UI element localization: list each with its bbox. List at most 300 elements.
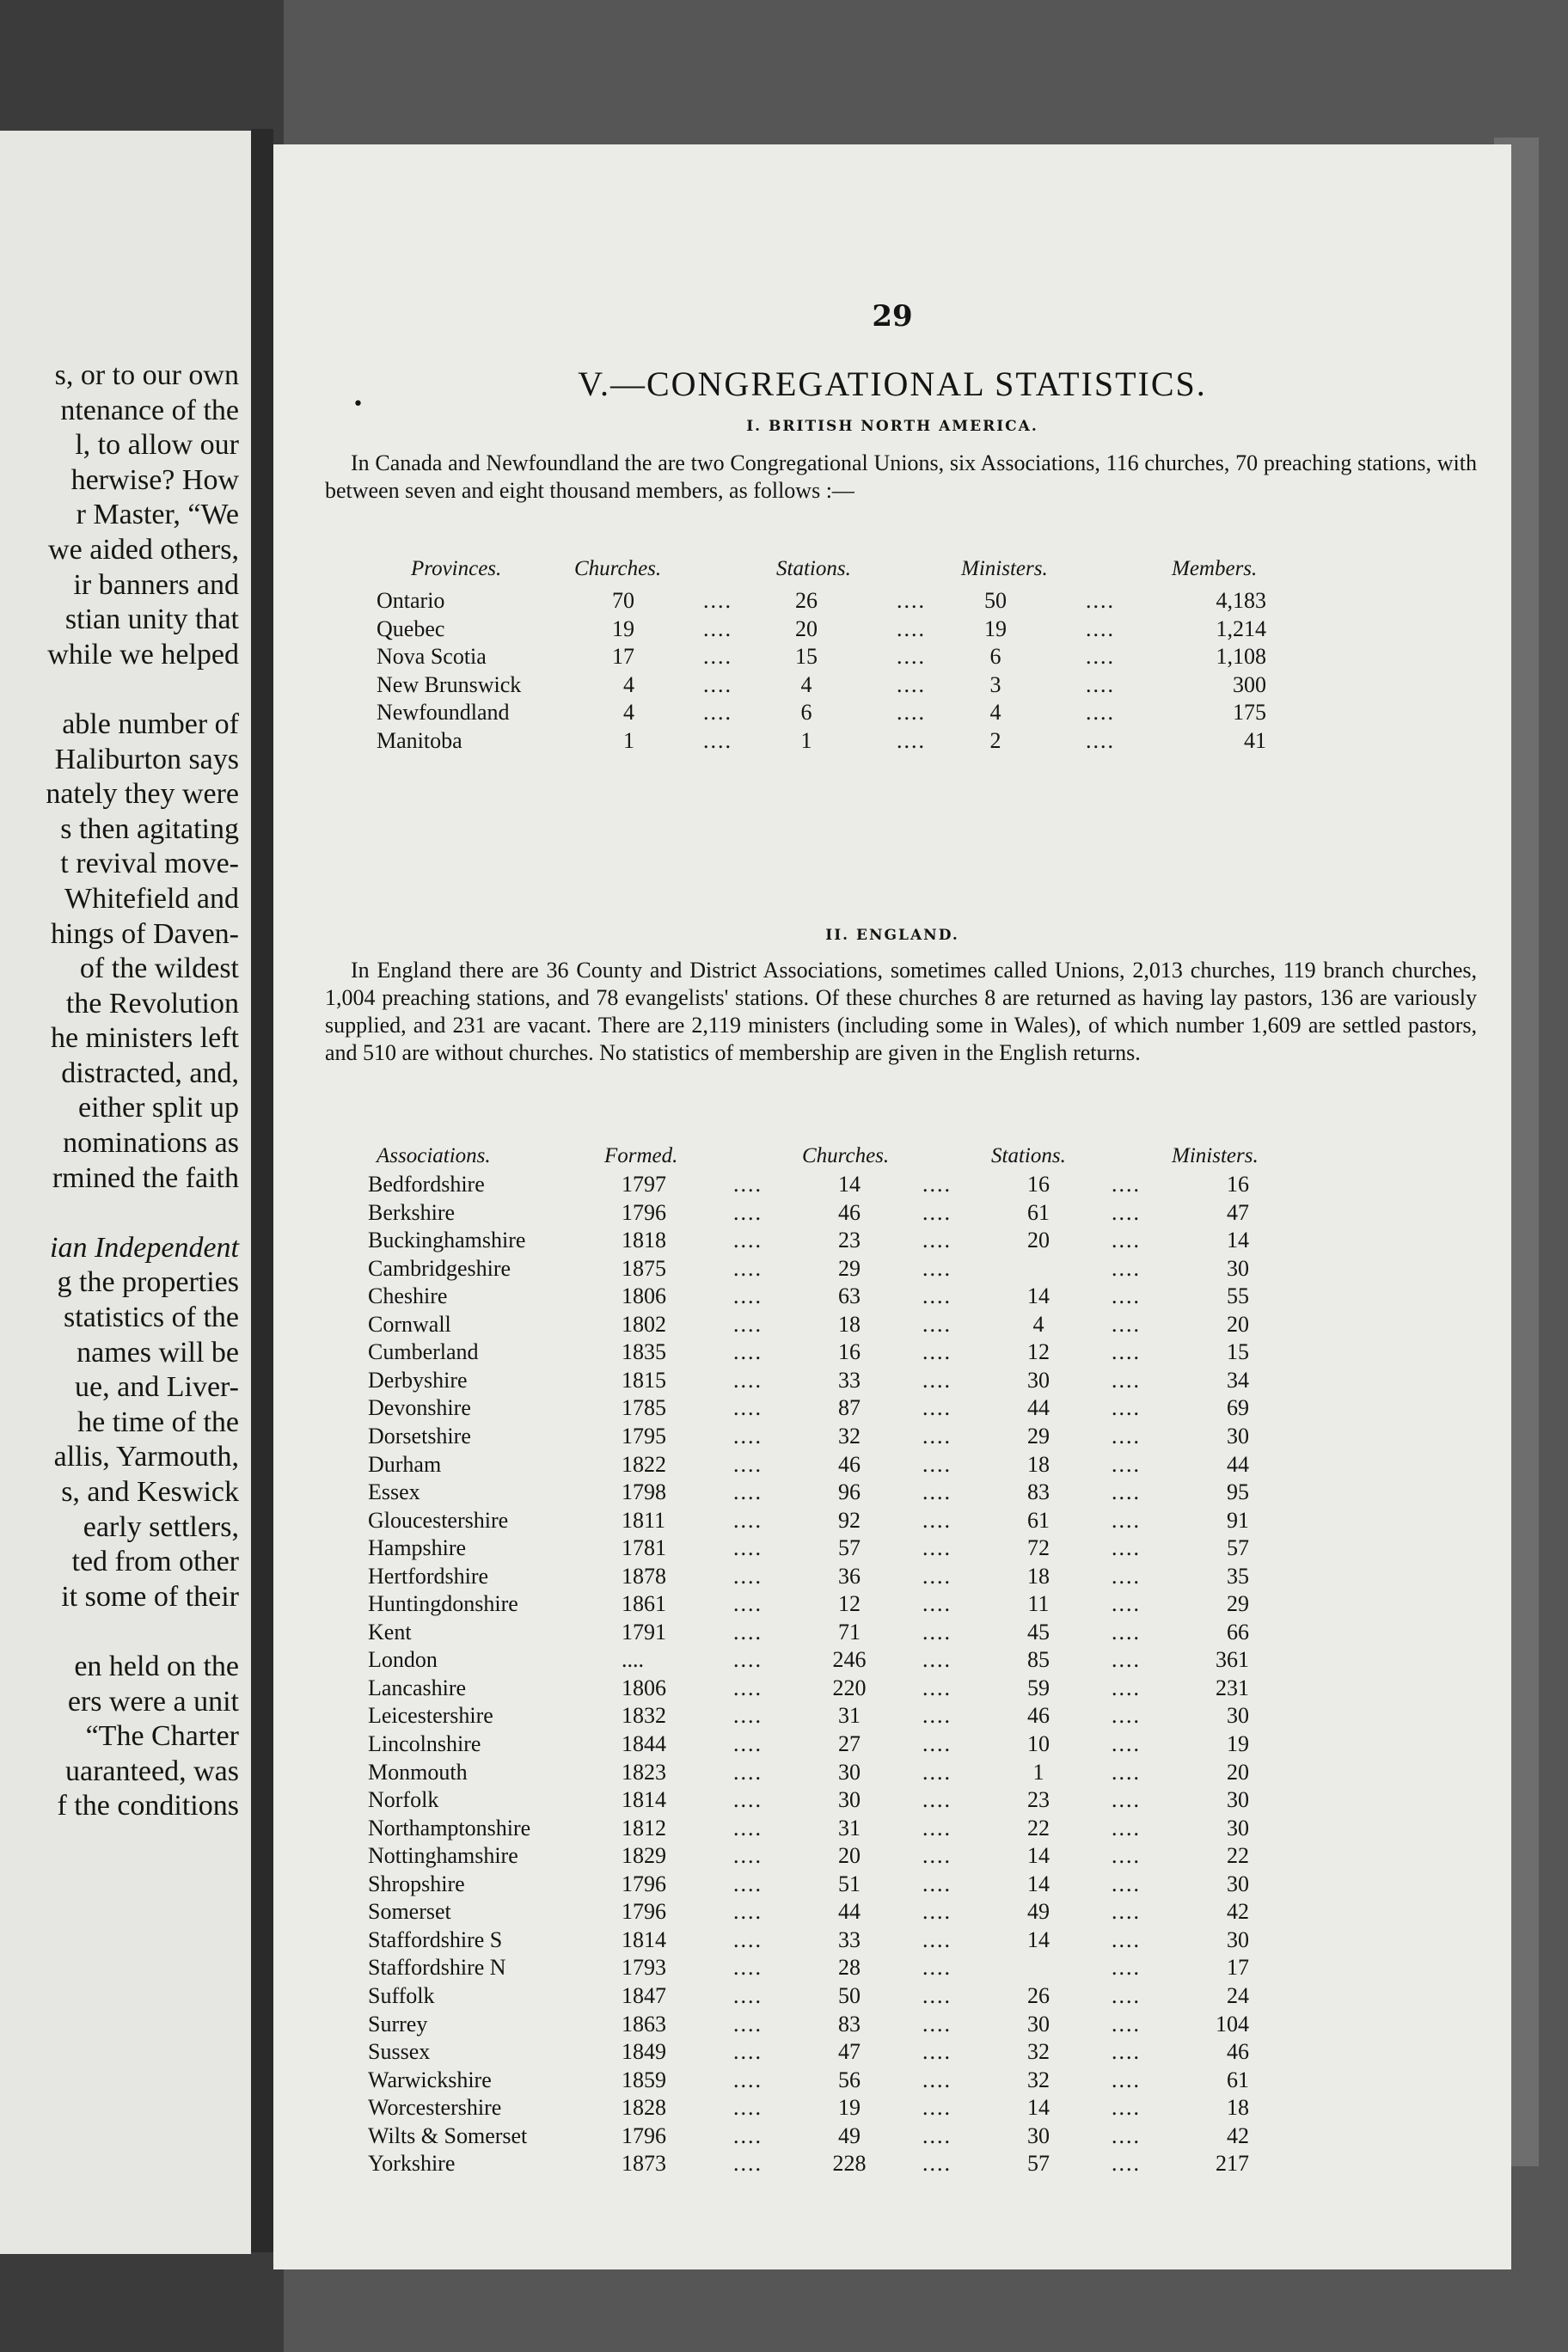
- association-row: [273, 1535, 1511, 1564]
- association-name: Warwickshire: [368, 2067, 492, 2092]
- left-text-line: the Revolution: [65, 987, 239, 1020]
- association-name: Cumberland: [368, 1339, 479, 1365]
- province-ministers: 6: [989, 644, 1001, 669]
- associations-header: Stations.: [991, 1144, 1066, 1167]
- association-ministers: 66: [1227, 1619, 1249, 1645]
- leader-dots: ....: [1112, 2122, 1141, 2148]
- association-formed: 1878: [622, 1563, 666, 1589]
- left-text-line: s then agitating: [60, 812, 239, 845]
- association-formed: 1814: [622, 1926, 666, 1952]
- association-name: Sussex: [368, 2039, 431, 2065]
- association-ministers: 30: [1227, 1871, 1249, 1896]
- association-ministers: 30: [1227, 1423, 1249, 1449]
- leader-dots: ....: [922, 2122, 952, 2148]
- province-churches: 4: [623, 700, 634, 725]
- leader-dots: ....: [1112, 1647, 1141, 1673]
- association-ministers: 15: [1227, 1339, 1249, 1365]
- leader-dots: ....: [1112, 1899, 1141, 1925]
- association-formed: 1793: [622, 1955, 666, 1981]
- leader-dots: ....: [733, 1199, 763, 1225]
- left-text-line: of the wildest: [79, 952, 239, 985]
- left-text-line: f the conditions: [57, 1790, 239, 1822]
- province-members: 4,183: [1216, 588, 1266, 613]
- association-stations: 30: [1027, 2122, 1050, 2148]
- leader-dots: ....: [733, 1843, 763, 1869]
- province-row: [273, 588, 1511, 616]
- left-text-line: g the properties: [57, 1266, 239, 1299]
- association-stations: 14: [1027, 1283, 1050, 1309]
- leader-dots: ....: [733, 1982, 763, 2008]
- association-formed: 1785: [622, 1395, 666, 1421]
- association-formed: 1828: [622, 2095, 666, 2121]
- leader-dots: ....: [733, 2039, 763, 2065]
- association-stations: 30: [1027, 1367, 1050, 1393]
- leader-dots: ....: [922, 1395, 952, 1421]
- leader-dots: ....: [922, 2011, 952, 2037]
- leader-dots: ....: [1112, 1311, 1141, 1337]
- left-text-line: allis, Yarmouth,: [53, 1441, 239, 1473]
- association-name: Shropshire: [368, 1871, 465, 1896]
- associations-header: Associations.: [377, 1144, 491, 1167]
- association-churches: 23: [838, 1228, 861, 1253]
- province-row: [273, 644, 1511, 672]
- association-name: Durham: [368, 1451, 442, 1477]
- associations-header: Formed.: [604, 1144, 678, 1167]
- association-ministers: 61: [1227, 2067, 1249, 2092]
- association-stations: 30: [1027, 2011, 1050, 2037]
- province-stations: 1: [800, 727, 812, 753]
- association-stations: 18: [1027, 1451, 1050, 1477]
- association-row: [273, 1508, 1511, 1536]
- association-ministers: 104: [1216, 2011, 1249, 2037]
- association-formed: 1811: [622, 1507, 666, 1533]
- leader-dots: ....: [733, 1675, 763, 1700]
- association-name: Northamptonshire: [368, 1815, 531, 1841]
- leader-dots: ....: [897, 727, 926, 753]
- leader-dots: ....: [1112, 1255, 1141, 1281]
- association-row: [273, 1564, 1511, 1592]
- association-churches: 228: [832, 2151, 867, 2177]
- association-formed: 1781: [622, 1535, 666, 1561]
- association-ministers: 231: [1216, 1675, 1249, 1700]
- leader-dots: ....: [1112, 1731, 1141, 1756]
- left-text-line: r Master, “We: [76, 499, 239, 531]
- association-row: [273, 2012, 1511, 2040]
- association-churches: 96: [838, 1479, 861, 1505]
- association-formed: 1806: [622, 1283, 666, 1309]
- association-row: [273, 1703, 1511, 1731]
- association-row: [273, 2067, 1511, 2096]
- leader-dots: ....: [733, 1283, 763, 1309]
- leader-dots: ....: [733, 1255, 763, 1281]
- association-ministers: 16: [1227, 1172, 1249, 1197]
- leader-dots: ....: [1112, 2039, 1141, 2065]
- association-churches: 56: [838, 2067, 861, 2092]
- leader-dots: ....: [703, 616, 732, 641]
- left-text-line: Haliburton says: [54, 743, 239, 775]
- left-text-line: s, and Keswick: [61, 1476, 239, 1508]
- province-name: Ontario: [377, 588, 445, 613]
- leader-dots: ....: [922, 1675, 952, 1700]
- association-ministers: 30: [1227, 1255, 1249, 1281]
- provinces-header: Ministers.: [961, 557, 1048, 580]
- association-churches: 50: [838, 1982, 861, 2008]
- association-ministers: 20: [1227, 1311, 1249, 1337]
- association-churches: 44: [838, 1899, 861, 1925]
- leader-dots: ....: [922, 1311, 952, 1337]
- association-formed: 1796: [622, 2122, 666, 2148]
- leader-dots: ....: [733, 1507, 763, 1533]
- province-stations: 20: [795, 616, 818, 641]
- province-members: 41: [1244, 727, 1266, 753]
- association-stations: 32: [1027, 2039, 1050, 2065]
- association-ministers: 55: [1227, 1283, 1249, 1309]
- association-formed: 1847: [622, 1982, 666, 2008]
- association-name: Worcestershire: [368, 2095, 502, 2121]
- leader-dots: ....: [922, 1199, 952, 1225]
- association-formed: 1796: [622, 1871, 666, 1896]
- association-churches: 20: [838, 1843, 861, 1869]
- leader-dots: ....: [922, 1703, 952, 1729]
- leader-dots: ....: [1086, 616, 1115, 641]
- association-row: [273, 1452, 1511, 1480]
- association-churches: 16: [838, 1339, 861, 1365]
- leader-dots: ....: [897, 588, 926, 613]
- association-ministers: 69: [1227, 1395, 1249, 1421]
- left-blank-line: [0, 672, 239, 707]
- left-text-line: stian unity that: [64, 603, 239, 636]
- leader-dots: ....: [1112, 1815, 1141, 1841]
- leader-dots: ....: [922, 2067, 952, 2092]
- association-name: Bedfordshire: [368, 1172, 485, 1197]
- leader-dots: ....: [703, 588, 732, 613]
- association-ministers: 34: [1227, 1367, 1249, 1393]
- leader-dots: ....: [1112, 1843, 1141, 1869]
- page-number: 29: [872, 299, 913, 334]
- association-stations: 29: [1027, 1423, 1050, 1449]
- association-row: [273, 2123, 1511, 2152]
- leader-dots: ....: [703, 727, 732, 753]
- leader-dots: ....: [703, 644, 732, 669]
- leader-dots: ....: [1112, 1563, 1141, 1589]
- leader-dots: ....: [1112, 1591, 1141, 1617]
- province-ministers: 3: [989, 671, 1001, 697]
- association-churches: 30: [838, 1787, 861, 1813]
- page-title: V.—CONGREGATIONAL STATISTICS.: [578, 364, 1207, 403]
- leader-dots: ....: [1112, 1926, 1141, 1952]
- leader-dots: ....: [733, 1955, 763, 1981]
- association-ministers: 217: [1216, 2151, 1249, 2177]
- association-row: [273, 1395, 1511, 1424]
- association-row: [273, 1424, 1511, 1452]
- association-stations: 14: [1027, 1871, 1050, 1896]
- association-churches: 32: [838, 1423, 861, 1449]
- association-name: Cambridgeshire: [368, 1255, 511, 1281]
- leader-dots: ....: [733, 2095, 763, 2121]
- association-churches: 36: [838, 1563, 861, 1589]
- left-text-line: ted from other: [71, 1546, 239, 1578]
- association-row: [273, 1843, 1511, 1871]
- left-text-line: “The Charter: [85, 1720, 239, 1753]
- leader-dots: ....: [1112, 1955, 1141, 1981]
- left-text-line: names will be: [77, 1336, 239, 1369]
- association-name: London: [368, 1647, 438, 1673]
- association-formed: 1849: [622, 2039, 666, 2065]
- leader-dots: ....: [1112, 1982, 1141, 2008]
- association-ministers: 18: [1227, 2095, 1249, 2121]
- association-formed: 1806: [622, 1675, 666, 1700]
- leader-dots: ....: [1112, 1619, 1141, 1645]
- association-row: [273, 1899, 1511, 1927]
- leader-dots: ....: [1112, 1367, 1141, 1393]
- association-formed: 1812: [622, 1815, 666, 1841]
- association-formed: 1796: [622, 1899, 666, 1925]
- leader-dots: ....: [922, 1843, 952, 1869]
- association-formed: 1797: [622, 1172, 666, 1197]
- leader-dots: ....: [922, 1619, 952, 1645]
- association-ministers: 361: [1216, 1647, 1249, 1673]
- association-name: Monmouth: [368, 1759, 468, 1785]
- association-formed: 1796: [622, 1199, 666, 1225]
- left-text-line: en held on the: [74, 1650, 239, 1682]
- leader-dots: ....: [1086, 727, 1115, 753]
- leader-dots: ....: [922, 1228, 952, 1253]
- association-name: Huntingdonshire: [368, 1591, 518, 1617]
- leader-dots: ....: [1112, 1787, 1141, 1813]
- left-text-line: early settlers,: [83, 1510, 239, 1543]
- association-row: [273, 1228, 1511, 1256]
- association-ministers: 24: [1227, 1982, 1249, 2008]
- province-churches: 19: [612, 616, 634, 641]
- leader-dots: ....: [733, 1871, 763, 1896]
- leader-dots: ....: [922, 1787, 952, 1813]
- association-ministers: 30: [1227, 1703, 1249, 1729]
- leader-dots: ....: [1112, 1675, 1141, 1700]
- left-text-line: l, to allow our: [75, 429, 239, 462]
- association-stations: 11: [1027, 1591, 1050, 1617]
- association-stations: 1: [1032, 1759, 1044, 1785]
- association-name: Gloucestershire: [368, 1507, 509, 1533]
- province-churches: 1: [623, 727, 634, 753]
- province-ministers: 50: [984, 588, 1007, 613]
- leader-dots: ....: [733, 1926, 763, 1952]
- association-formed: 1875: [622, 1255, 666, 1281]
- association-row: [273, 1760, 1511, 1788]
- left-text-line: it some of their: [61, 1580, 239, 1613]
- association-stations: 12: [1027, 1339, 1050, 1365]
- left-text-line: s, or to our own: [54, 359, 239, 391]
- association-ministers: 20: [1227, 1759, 1249, 1785]
- leader-dots: ....: [733, 2151, 763, 2177]
- association-formed: 1795: [622, 1423, 666, 1449]
- leader-dots: ....: [733, 1535, 763, 1561]
- left-text-line: statistics of the: [64, 1302, 239, 1334]
- leader-dots: ....: [922, 1535, 952, 1561]
- right-page: [273, 144, 1511, 2269]
- association-name: Essex: [368, 1479, 420, 1505]
- association-stations: 46: [1027, 1703, 1050, 1729]
- left-text-line: herwise? How: [70, 463, 239, 496]
- association-ministers: 35: [1227, 1563, 1249, 1589]
- leader-dots: ....: [1112, 1703, 1141, 1729]
- association-name: Leicestershire: [368, 1703, 493, 1729]
- association-churches: 246: [832, 1647, 867, 1673]
- association-ministers: 95: [1227, 1479, 1249, 1505]
- left-text-line: ers were a unit: [67, 1685, 239, 1718]
- association-name: Hertfordshire: [368, 1563, 489, 1589]
- association-stations: 44: [1027, 1395, 1050, 1421]
- leader-dots: ....: [733, 1451, 763, 1477]
- association-stations: 20: [1027, 1228, 1050, 1253]
- association-row: [273, 2039, 1511, 2067]
- association-churches: 47: [838, 2039, 861, 2065]
- leader-dots: ....: [733, 1899, 763, 1925]
- left-text-line: ian Independent: [50, 1231, 239, 1264]
- association-name: Norfolk: [368, 1787, 439, 1813]
- association-churches: 49: [838, 2122, 861, 2148]
- left-page-text: [0, 358, 239, 1824]
- association-ministers: 30: [1227, 1815, 1249, 1841]
- association-ministers: 22: [1227, 1843, 1249, 1869]
- ink-mark: •: [352, 394, 364, 415]
- leader-dots: ....: [922, 1339, 952, 1365]
- association-churches: 46: [838, 1451, 861, 1477]
- leader-dots: ....: [1112, 1479, 1141, 1505]
- association-stations: 10: [1027, 1731, 1050, 1756]
- leader-dots: ....: [1086, 700, 1115, 725]
- association-churches: 46: [838, 1199, 861, 1225]
- association-name: Somerset: [368, 1899, 451, 1925]
- leader-dots: ....: [922, 1591, 952, 1617]
- association-ministers: 30: [1227, 1926, 1249, 1952]
- association-stations: 45: [1027, 1619, 1050, 1645]
- left-text-line: able number of: [62, 707, 239, 740]
- leader-dots: ....: [897, 671, 926, 697]
- association-name: Hampshire: [368, 1535, 467, 1561]
- province-churches: 70: [612, 588, 634, 613]
- left-text-line: nately they were: [46, 778, 239, 811]
- province-name: Nova Scotia: [377, 644, 487, 669]
- association-churches: 71: [838, 1619, 861, 1645]
- association-ministers: 44: [1227, 1451, 1249, 1477]
- association-name: Nottinghamshire: [368, 1843, 518, 1869]
- leader-dots: ....: [922, 1283, 952, 1309]
- association-ministers: 19: [1227, 1731, 1249, 1756]
- association-formed: 1814: [622, 1787, 666, 1813]
- province-row: [273, 616, 1511, 645]
- leader-dots: ....: [733, 2011, 763, 2037]
- association-churches: 19: [838, 2095, 861, 2121]
- province-ministers: 19: [984, 616, 1007, 641]
- association-name: Suffolk: [368, 1982, 435, 2008]
- leader-dots: ....: [733, 1367, 763, 1393]
- left-text-line: uaranteed, was: [64, 1755, 239, 1787]
- provinces-header: Provinces.: [411, 557, 502, 580]
- leader-dots: ....: [922, 1563, 952, 1589]
- leader-dots: ....: [733, 1591, 763, 1617]
- association-stations: 32: [1027, 2067, 1050, 2092]
- association-formed: 1829: [622, 1843, 666, 1869]
- association-formed: 1861: [622, 1591, 666, 1617]
- association-formed: 1844: [622, 1731, 666, 1756]
- leader-dots: ....: [922, 1479, 952, 1505]
- association-ministers: 42: [1227, 2122, 1249, 2148]
- association-stations: 26: [1027, 1982, 1050, 2008]
- section-heading-england: II. ENGLAND.: [825, 927, 959, 944]
- leader-dots: ....: [703, 700, 732, 725]
- association-name: Kent: [368, 1619, 412, 1645]
- association-churches: 28: [838, 1955, 861, 1981]
- province-members: 175: [1233, 700, 1266, 725]
- association-churches: 51: [838, 1871, 861, 1896]
- left-text-line: hings of Daven-: [50, 917, 239, 950]
- leader-dots: ....: [703, 671, 732, 697]
- association-churches: 18: [838, 1311, 861, 1337]
- association-name: Berkshire: [368, 1199, 456, 1225]
- left-text-line: ue, and Liver-: [75, 1371, 239, 1404]
- association-churches: 57: [838, 1535, 861, 1561]
- province-members: 300: [1233, 671, 1266, 697]
- leader-dots: ....: [1112, 1423, 1141, 1449]
- leader-dots: ....: [922, 1731, 952, 1756]
- association-formed: ....: [622, 1647, 644, 1673]
- leader-dots: ....: [1112, 1283, 1141, 1309]
- province-stations: 26: [795, 588, 818, 613]
- leader-dots: ....: [897, 700, 926, 725]
- association-row: [273, 1787, 1511, 1816]
- association-row: [273, 1731, 1511, 1760]
- association-formed: 1798: [622, 1479, 666, 1505]
- association-name: Cornwall: [368, 1311, 451, 1337]
- association-row: [273, 1283, 1511, 1312]
- province-name: Newfoundland: [377, 700, 510, 725]
- left-text-line: either split up: [78, 1092, 239, 1124]
- association-stations: 83: [1027, 1479, 1050, 1505]
- left-text-line: nominations as: [63, 1127, 239, 1160]
- association-row: [273, 1620, 1511, 1648]
- association-formed: 1815: [622, 1367, 666, 1393]
- leader-dots: ....: [733, 1339, 763, 1365]
- association-formed: 1863: [622, 2011, 666, 2037]
- association-churches: 12: [838, 1591, 861, 1617]
- left-text-line: he time of the: [77, 1406, 239, 1438]
- association-row: [273, 1927, 1511, 1956]
- leader-dots: ....: [733, 1759, 763, 1785]
- association-stations: 14: [1027, 1843, 1050, 1869]
- leader-dots: ....: [1112, 1339, 1141, 1365]
- leader-dots: ....: [733, 2122, 763, 2148]
- association-name: Wilts & Somerset: [368, 2122, 528, 2148]
- association-row: [273, 1479, 1511, 1508]
- leader-dots: ....: [922, 1982, 952, 2008]
- leader-dots: ....: [922, 1926, 952, 1952]
- leader-dots: ....: [922, 1871, 952, 1896]
- association-churches: 220: [832, 1675, 867, 1700]
- leader-dots: ....: [897, 616, 926, 641]
- association-name: Surrey: [368, 2011, 428, 2037]
- leader-dots: ....: [733, 1311, 763, 1337]
- province-row: [273, 728, 1511, 756]
- leader-dots: ....: [733, 1731, 763, 1756]
- leader-dots: ....: [1112, 2095, 1141, 2121]
- province-row: [273, 672, 1511, 701]
- leader-dots: ....: [1112, 2011, 1141, 2037]
- association-formed: 1822: [622, 1451, 666, 1477]
- association-row: [273, 1871, 1511, 1900]
- leader-dots: ....: [733, 1172, 763, 1197]
- association-name: Cheshire: [368, 1283, 448, 1309]
- association-churches: 27: [838, 1731, 861, 1756]
